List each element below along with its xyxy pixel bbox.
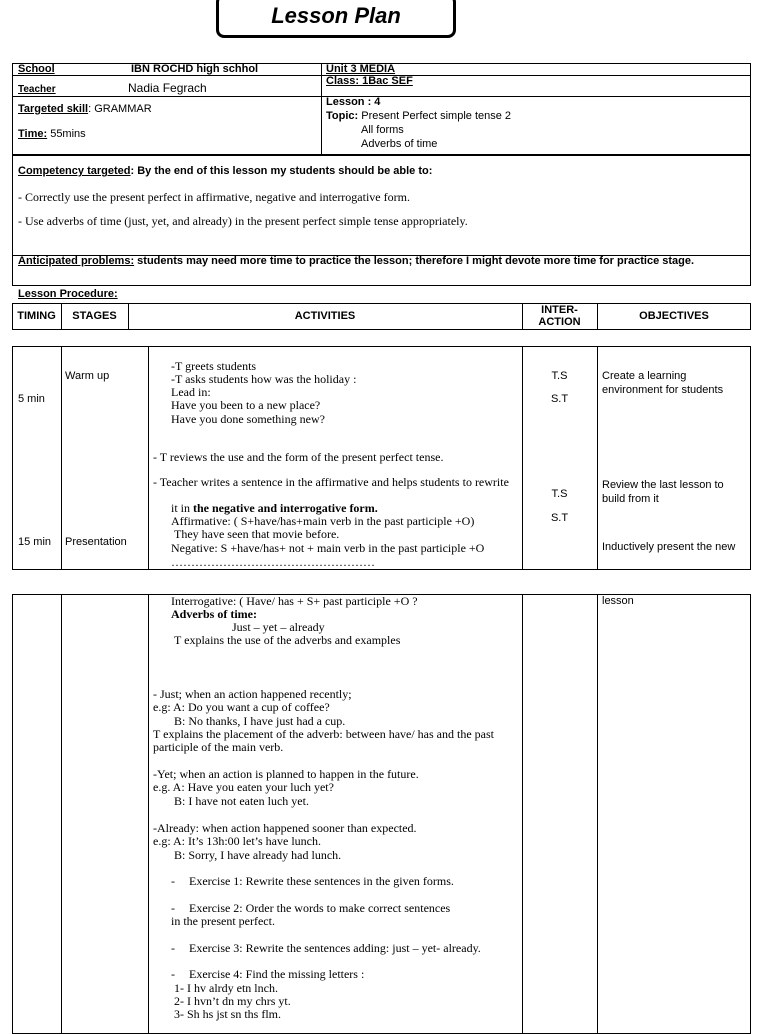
topic-value: Present Perfect simple tense 2 bbox=[358, 110, 512, 122]
activity-line: Adverbs of time: bbox=[171, 607, 257, 621]
col-divider bbox=[522, 594, 523, 1034]
activity-line: e.g. A: Have you eaten your luch yet? bbox=[153, 780, 334, 794]
activity-line: e.g: A: Do you want a cup of coffee? bbox=[153, 700, 330, 714]
exercise-bullet: - bbox=[171, 941, 175, 955]
procedure-label: Lesson Procedure: bbox=[18, 288, 118, 300]
objective-line: build from it bbox=[602, 493, 659, 505]
activity-line: -Already: when action happened sooner than expected. bbox=[153, 821, 417, 835]
competency-label: Competency targeted bbox=[18, 165, 131, 177]
problems-text: students may need more time to practice the lesson; therefore I might devote more time for practice stage. bbox=[134, 255, 695, 267]
activity-line: -Yet; when an action is planned to happen in the future. bbox=[153, 767, 419, 781]
skill-row bbox=[18, 103, 152, 116]
col-activities: ACTIVITIES bbox=[294, 310, 356, 322]
teacher-label bbox=[18, 83, 56, 96]
exercise-line: Exercise 3: Rewrite the sentences adding: just – yet- already. bbox=[189, 941, 481, 955]
activity-line: Negative: S +have/has+ not + main verb in the past participle +O bbox=[171, 541, 485, 555]
col-interaction-1: INTER- bbox=[541, 304, 578, 316]
col-interaction-2: ACTION bbox=[538, 316, 581, 328]
timing-presentation: 15 min bbox=[18, 536, 52, 548]
col-timing: TIMING bbox=[17, 310, 56, 322]
exercise-item: 1- I hv alrdy etn lnch. bbox=[174, 981, 278, 995]
time-value: 55mins bbox=[47, 128, 86, 140]
objective-line: Review the last lesson to bbox=[602, 479, 724, 491]
activity-line: They have seen that movie before. bbox=[174, 527, 340, 541]
activity-bold: the negative and interrogative form. bbox=[193, 501, 378, 515]
competency-line-2: - Use adverbs of time (just, yet, and already) in the present perfect simple tense appropriately. bbox=[18, 214, 468, 228]
header-row-line bbox=[12, 96, 751, 97]
skill-value: : GRAMMAR bbox=[88, 103, 152, 115]
unit-label: Unit 3 MEDIA bbox=[326, 63, 396, 75]
activity-line: Lead in: bbox=[171, 385, 211, 399]
problems-row bbox=[18, 255, 694, 268]
objective-line: environment for students bbox=[602, 384, 724, 396]
school-label: School bbox=[18, 63, 55, 75]
activity-line: Have you done something new? bbox=[171, 412, 325, 426]
activity-line: -T greets students bbox=[171, 359, 257, 373]
header-divider bbox=[321, 63, 322, 155]
exercise-item: 3- Sh hs jst sn ths flm. bbox=[174, 1007, 282, 1021]
competency-line-1: - Correctly use the present perfect in affirmative, negative and interrogative form. bbox=[18, 190, 410, 204]
exercise-line: Exercise 2: Order the words to make correct sentences bbox=[189, 901, 451, 915]
col-stages: STAGES bbox=[72, 310, 117, 322]
activity-line: T explains the use of the adverbs and examples bbox=[174, 633, 401, 647]
activity-line: T explains the placement of the adverb: between have/ has and the past bbox=[153, 727, 494, 741]
exercise-line: Exercise 1: Rewrite these sentences in the given forms. bbox=[189, 874, 454, 888]
exercise-item: 2- I hvn’t dn my chrs yt. bbox=[174, 994, 291, 1008]
table2-border bbox=[12, 594, 751, 1034]
activity-line: - T reviews the use and the form of the present perfect tense. bbox=[153, 450, 444, 464]
teacher-value: Nadia Fegrach bbox=[128, 81, 207, 95]
activity-line: Affirmative: ( S+have/has+main verb in the past participle +O) bbox=[171, 514, 475, 528]
col-objectives: OBJECTIVES bbox=[639, 310, 709, 322]
class-label: Class: 1Bac SEF bbox=[326, 75, 413, 87]
activity-line: participle of the main verb. bbox=[153, 740, 284, 754]
topic-label: Topic: bbox=[326, 110, 359, 122]
skill-label: Targeted skill bbox=[18, 103, 89, 115]
col-divider bbox=[148, 346, 149, 570]
objective-line: lesson bbox=[602, 595, 634, 607]
activity-line: e.g: A: It’s 13h:00 let’s have lunch. bbox=[153, 834, 321, 848]
col-divider bbox=[61, 346, 62, 570]
interaction-ts: T.S bbox=[551, 488, 568, 500]
activity-line: B: I have not eaten luch yet. bbox=[174, 794, 309, 808]
exercise-bullet: - bbox=[171, 967, 175, 981]
exercise-line: Exercise 4: Find the missing letters : bbox=[189, 967, 365, 981]
interaction-st: S.T bbox=[550, 512, 569, 524]
col-divider bbox=[148, 594, 149, 1034]
interaction-ts: T.S bbox=[551, 370, 568, 382]
col-divider bbox=[597, 346, 598, 570]
problems-label: Anticipated problems: bbox=[18, 255, 135, 267]
topic-line-2: All forms bbox=[361, 124, 404, 136]
activity-line: Interrogative: ( Have/ has + S+ past participle +O ? bbox=[171, 594, 418, 608]
activity-line: -T asks students how was the holiday : bbox=[171, 372, 357, 386]
stage-presentation: Presentation bbox=[65, 536, 127, 548]
activity-line: Have you been to a new place? bbox=[171, 398, 321, 412]
page-title: Lesson Plan bbox=[271, 3, 401, 28]
exercise-bullet: - bbox=[171, 901, 175, 915]
topic-row bbox=[326, 110, 511, 123]
time-label: Time: bbox=[18, 128, 48, 140]
activity-text: it in bbox=[171, 501, 194, 515]
objective-line: Inductively present the new bbox=[602, 541, 736, 553]
activity-line: Just – yet – already bbox=[232, 620, 325, 634]
objective-line: Create a learning bbox=[602, 370, 687, 382]
exercise-line: in the present perfect. bbox=[171, 914, 275, 928]
teacher-label-text: Teacher bbox=[18, 84, 56, 95]
competency-row bbox=[18, 165, 432, 178]
activity-line: - Teacher writes a sentence in the affirmative and helps students to rewrite bbox=[153, 475, 509, 489]
col-divider bbox=[597, 594, 598, 1034]
activity-line: B: No thanks, I have just had a cup. bbox=[174, 714, 346, 728]
activity-line: - Just; when an action happened recently; bbox=[153, 687, 352, 701]
interaction-st: S.T bbox=[550, 393, 569, 405]
topic-line-3: Adverbs of time bbox=[361, 138, 438, 150]
timing-warmup: 5 min bbox=[18, 393, 45, 405]
school-value: IBN ROCHD high schhol bbox=[131, 63, 259, 75]
time-row bbox=[18, 128, 86, 141]
lesson-number: Lesson : 4 bbox=[326, 96, 381, 108]
activity-line: …………………………………………… bbox=[171, 555, 375, 569]
title-box bbox=[216, 0, 456, 38]
activity-line: B: Sorry, I have already had lunch. bbox=[174, 848, 342, 862]
exercise-bullet: - bbox=[171, 874, 175, 888]
col-divider bbox=[61, 594, 62, 1034]
stage-warmup: Warm up bbox=[65, 370, 110, 382]
competency-intro: : By the end of this lesson my students should be able to: bbox=[130, 165, 433, 177]
